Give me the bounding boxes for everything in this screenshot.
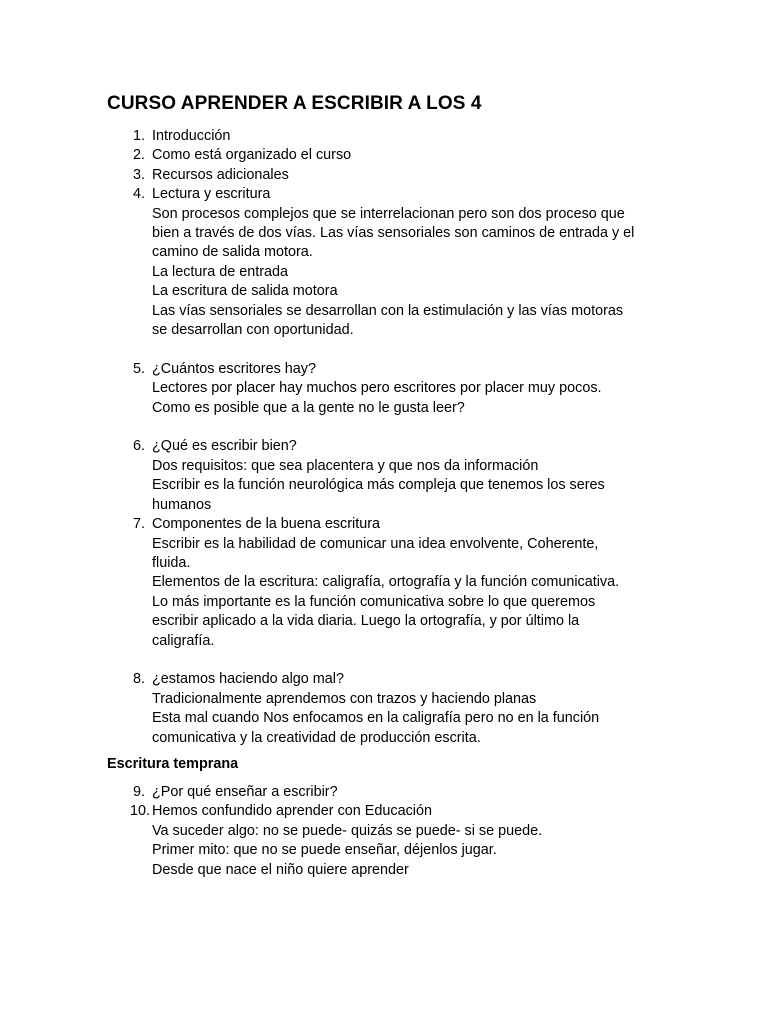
- list-item-text: La escritura de salida motora: [152, 283, 338, 300]
- list-item-text: humanos: [152, 496, 212, 513]
- list-item-text: Tradicionalmente aprendemos con trazos y haciendo planas: [152, 690, 537, 707]
- list-item-9: [0, 783, 662, 802]
- list-item-number: 8.: [132, 671, 145, 688]
- list-item-heading: ¿Por qué enseñar a escribir?: [152, 784, 338, 800]
- list-item-heading: Hemos confundido aprender con Educación: [152, 803, 432, 820]
- list-item-text: Recursos adicionales: [152, 166, 289, 183]
- list-item-text: se desarrollan con oportunidad.: [152, 322, 354, 339]
- list-item-heading: ¿Qué es escribir bien?: [152, 438, 297, 455]
- list-item-7: [0, 515, 662, 651]
- list-item-3: [0, 166, 662, 185]
- list-item-number: 5.: [132, 360, 145, 377]
- list-item-text: comunicativa y la creatividad de producción escrita.: [152, 729, 481, 746]
- list-item-1: [0, 127, 662, 146]
- list-item-number: 2.: [132, 147, 145, 164]
- list-item-text: fluida.: [152, 554, 191, 571]
- list-item-number: 7.: [132, 516, 145, 533]
- list-item-number: 3.: [132, 166, 145, 183]
- list-item-text: Como es posible que a la gente no le gusta leer?: [152, 399, 465, 416]
- numbered-list: [0, 127, 768, 748]
- section-heading: Escritura temprana: [107, 756, 239, 772]
- list-item-heading: ¿Cuántos escritores hay?: [152, 360, 316, 377]
- list-item-6: [0, 437, 662, 515]
- list-item-number: 4.: [132, 186, 145, 203]
- list-item-text: Escribir es la función neurológica más compleja que tenemos los seres: [152, 477, 605, 494]
- list-item-text: Son procesos complejos que se interrelacionan pero son dos proceso que: [152, 205, 625, 222]
- numbered-list-continued: [0, 783, 768, 880]
- list-item-text: Primer mito: que no se puede enseñar, déjenlos jugar.: [152, 842, 497, 859]
- list-item-text: camino de salida motora.: [152, 244, 313, 261]
- list-item-text: Dos requisitos: que sea placentera y que nos da información: [152, 457, 539, 474]
- list-item-text: Introducción: [152, 128, 231, 144]
- list-item-text: Lo más importante es la función comunicativa sobre lo que queremos: [152, 593, 596, 610]
- list-item-text: Lectores por placer hay muchos pero escritores por placer muy pocos.: [152, 380, 602, 397]
- list-item-text: Va suceder algo: no se puede- quizás se puede- si se puede.: [152, 822, 543, 839]
- list-item-text: caligrafía.: [152, 632, 215, 649]
- list-item-number: 6.: [132, 438, 145, 455]
- list-item-heading: Componentes de la buena escritura: [152, 516, 380, 533]
- list-item-text: Esta mal cuando Nos enfocamos en la caligrafía pero no en la función: [152, 710, 600, 727]
- list-item-text: escribir aplicado a la vida diaria. Luego la ortografía, y por último la: [152, 613, 580, 630]
- list-item-number: 9.: [132, 784, 145, 800]
- document-title: CURSO APRENDER A ESCRIBIR A LOS 4: [107, 93, 482, 114]
- list-item-10: [0, 802, 662, 880]
- list-item-2: [0, 146, 662, 165]
- list-item-text: bien a través de dos vías. Las vías sensoriales son caminos de entrada y el: [152, 225, 635, 242]
- list-item-text: Como está organizado el curso: [152, 147, 352, 164]
- list-item-text: Desde que nace el niño quiere aprender: [152, 861, 409, 878]
- list-item-number: 1.: [132, 128, 145, 144]
- list-item-heading: ¿estamos haciendo algo mal?: [152, 671, 344, 688]
- list-item-number: 10.: [129, 803, 150, 820]
- list-item-text: Elementos de la escritura: caligrafía, ortografía y la función comunicativa.: [152, 574, 620, 591]
- list-item-8: [0, 670, 662, 748]
- list-item-text: Las vías sensoriales se desarrollan con la estimulación y las vías motoras: [152, 302, 624, 319]
- list-item-heading: Lectura y escritura: [152, 186, 271, 203]
- list-item-text: Escribir es la habilidad de comunicar una idea envolvente, Coherente,: [152, 535, 599, 552]
- list-item-5: [0, 360, 662, 418]
- list-item-4: [0, 185, 662, 340]
- list-item-text: La lectura de entrada: [152, 263, 289, 280]
